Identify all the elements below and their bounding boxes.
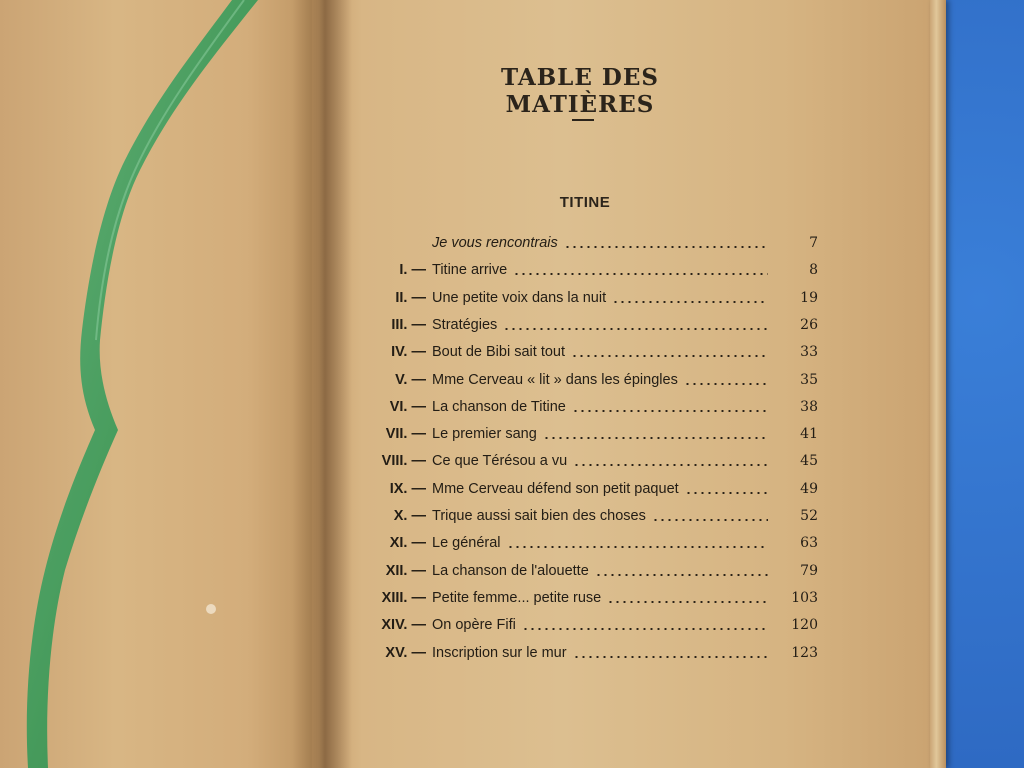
page-number: 103 (791, 589, 818, 606)
page-number: 120 (791, 617, 818, 634)
dot-leader (607, 601, 768, 603)
page-number: 63 (800, 535, 818, 552)
page-number: 79 (800, 562, 818, 579)
dot-leader (513, 273, 768, 275)
chapter-title (432, 372, 772, 388)
toc-row (340, 563, 820, 585)
chapter-title-text: Mme Cerveau défend son petit paquet (432, 480, 679, 497)
chapter-title (432, 453, 772, 469)
title-separator (572, 119, 594, 121)
chapter-title (432, 535, 772, 551)
dot-leader (612, 301, 768, 303)
chapter-title (432, 399, 772, 415)
chapter-number: XII. — (385, 562, 426, 579)
page-number: 19 (800, 289, 818, 306)
chapter-title-text: Trique aussi sait bien des choses (432, 508, 646, 524)
chapter-title-text: Bout de Bibi sait tout (432, 344, 565, 361)
chapter-title (432, 426, 772, 442)
dot-leader (522, 628, 768, 630)
toc-row (340, 453, 820, 475)
chapter-title (432, 344, 772, 360)
dot-leader (572, 410, 768, 412)
chapter-title (432, 317, 772, 333)
chapter-title-text: Mme Cerveau « lit » dans les épingles (432, 371, 678, 388)
chapter-title-text: Ce que Térésou a vu (432, 453, 568, 470)
chapter-number: XV. — (385, 644, 426, 661)
dot-leader (652, 519, 768, 521)
dot-leader (503, 328, 768, 330)
toc-row (340, 426, 820, 448)
toc-row (340, 645, 820, 667)
chapter-number: XIII. — (381, 589, 426, 606)
toc-row (340, 344, 820, 366)
toc-row (340, 262, 820, 284)
chapter-title (432, 617, 772, 633)
chapter-number: VIII. — (381, 453, 426, 470)
chapter-title (432, 262, 772, 278)
page-number: 8 (809, 262, 818, 279)
dot-leader (573, 656, 768, 658)
dot-leader (564, 246, 768, 248)
chapter-number: XI. — (389, 535, 426, 552)
page-edge (930, 0, 946, 768)
chapter-title-text: La chanson de l'alouette (432, 562, 589, 579)
chapter-title (432, 563, 772, 579)
toc-row (340, 481, 820, 503)
toc-row (340, 535, 820, 557)
dot-leader (507, 546, 768, 548)
chapter-title (432, 481, 772, 497)
toc-row (340, 290, 820, 312)
chapter-title-text: Stratégies (432, 316, 498, 333)
toc-row (340, 235, 820, 257)
chapter-title-text: Le premier sang (432, 426, 537, 443)
dot-leader (573, 464, 768, 466)
section-heading: TITINE (559, 194, 611, 211)
page-number: 52 (800, 508, 818, 524)
toc-row (340, 317, 820, 339)
chapter-title-text: On opère Fifi (432, 617, 516, 634)
page-number: 123 (791, 644, 818, 661)
page-number: 26 (800, 316, 818, 333)
chapter-number: VI. — (389, 398, 426, 415)
chapter-number: IV. — (391, 344, 426, 361)
chapter-number: III. — (391, 316, 426, 333)
chapter-number: I. — (399, 262, 426, 279)
chapter-title-text: Petite femme... petite ruse (432, 589, 602, 606)
chapter-title (432, 590, 772, 606)
toc-row (340, 508, 820, 530)
dot-leader (684, 383, 768, 385)
dot-leader (571, 355, 768, 357)
chapter-title (432, 290, 772, 306)
chapter-number: VII. — (385, 426, 426, 443)
chapter-title-text: Inscription sur le mur (432, 644, 567, 661)
chapter-title (432, 508, 772, 524)
page-number: 41 (800, 426, 818, 443)
chapter-title-text: Une petite voix dans la nuit (432, 289, 607, 306)
dot-leader (685, 492, 768, 494)
chapter-title-text: Titine arrive (432, 262, 508, 279)
dot-leader (595, 574, 768, 576)
toc-row (340, 617, 820, 639)
chapter-number: V. — (395, 371, 426, 388)
dot-leader (543, 437, 768, 439)
page-number: 45 (800, 453, 818, 470)
chapter-number: XIV. — (381, 617, 426, 634)
chapter-title (432, 645, 772, 661)
page-number: 7 (809, 235, 818, 251)
chapter-number: IX. — (389, 480, 426, 497)
chapter-title (432, 235, 772, 251)
bookmark-ribbon (0, 0, 330, 768)
chapter-title-text: Le général (432, 535, 501, 552)
page-number: 49 (800, 480, 818, 497)
chapter-title-text: La chanson de Titine (432, 398, 566, 415)
page-title: TABLE DES MATIÈRES (501, 64, 659, 118)
chapter-title-text: Je vous rencontrais (432, 235, 558, 251)
chapter-number: X. — (393, 508, 426, 524)
page-number: 35 (800, 371, 818, 388)
chapter-number: II. — (395, 289, 426, 306)
page-number: 33 (800, 344, 818, 361)
toc-row (340, 399, 820, 421)
toc-row (340, 590, 820, 612)
toc-row (340, 372, 820, 394)
page-number: 38 (800, 398, 818, 415)
